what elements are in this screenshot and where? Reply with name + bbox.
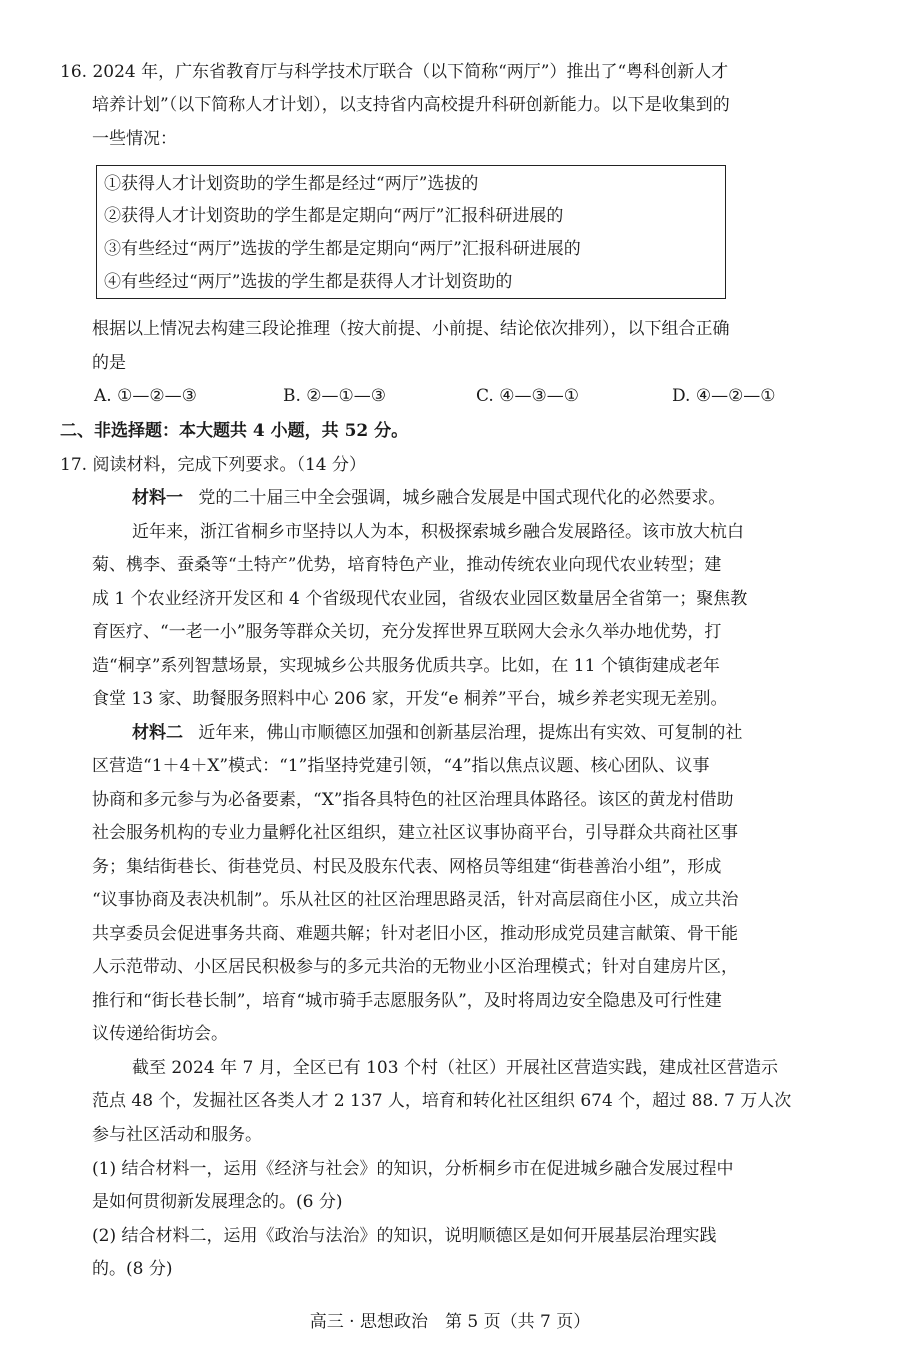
- material-2-line: “议事协商及表决机制”。乐从社区的社区治理思路灵活，针对高层商住小区，成立共治: [92, 890, 739, 910]
- material-2-line: 推行和“街长巷长制”，培育“城市骑手志愿服务队”，及时将周边安全隐患及可行性建: [92, 991, 722, 1011]
- q16-statement-3: ③有些经过“两厅”选拔的学生都是定期向“两厅”汇报科研进展的: [104, 239, 581, 259]
- material-2-stats-line: 参与社区活动和服务。: [92, 1125, 262, 1145]
- material-2-line: 共享委员会促进事务共商、难题共解；针对老旧小区，推动形成党员建言献策、骨干能: [92, 924, 738, 944]
- material-2-label: 材料二: [132, 723, 183, 743]
- material-1-label: 材料一: [132, 488, 183, 508]
- material-1-line: 成 1 个农业经济开发区和 4 个省级现代农业园，省级农业园区数量居全省第一；聚焦教: [92, 589, 748, 609]
- q16-option-d: D. ④—②—①: [672, 386, 776, 406]
- q16-question-line-1: 根据以上情况去构建三段论推理（按大前提、小前提、结论依次排列），以下组合正确: [92, 319, 730, 339]
- q16-statement-1: ①获得人才计划资助的学生都是经过“两厅”选拔的: [104, 174, 479, 194]
- material-1-line: 育医疗、“一老一小”服务等群众关切，充分发挥世界互联网大会永久举办地优势，打: [92, 622, 722, 642]
- material-2-line: 人示范带动、小区居民积极参与的多元共治的无物业小区治理模式；针对自建房片区，: [92, 957, 738, 977]
- section-2-heading: 二、非选择题：本大题共 4 小题，共 52 分。: [60, 421, 409, 441]
- material-1-first-text: 党的二十届三中全会强调，城乡融合发展是中国式现代化的必然要求。: [198, 488, 726, 508]
- q16-stem-line-1: 16. 2024 年，广东省教育厅与科学技术厅联合（以下简称“两厅”）推出了“粤科创新人才: [60, 62, 729, 82]
- material-2-line: 议传递给街坊会。: [92, 1024, 228, 1044]
- q16-statement-4: ④有些经过“两厅”选拔的学生都是获得人才计划资助的: [104, 272, 513, 292]
- material-1-line: 近年来，浙江省桐乡市坚持以人为本，积极探索城乡融合发展路径。该市放大杭白: [132, 522, 744, 542]
- material-2-stats-line: 截至 2024 年 7 月，全区已有 103 个村（社区）开展社区营造实践，建成社区营造示: [132, 1058, 778, 1078]
- q17-sub-question-1-line-2: 是如何贯彻新发展理念的。(6 分): [92, 1192, 343, 1212]
- material-2-line: 务；集结街巷长、街巷党员、村民及股东代表、网格员等组建“街巷善治小组”，形成: [92, 857, 722, 877]
- q17-intro: 17. 阅读材料，完成下列要求。（14 分）: [60, 455, 366, 475]
- q17-sub-question-2-line-1: (2) 结合材料二，运用《政治与法治》的知识，说明顺德区是如何开展基层治理实践: [92, 1226, 717, 1246]
- q16-statement-2: ②获得人才计划资助的学生都是定期向“两厅”汇报科研进展的: [104, 206, 564, 226]
- q16-option-b: B. ②—①—③: [283, 386, 387, 406]
- material-2-line: 协商和多元参与为必备要素，“X”指各具特色的社区治理具体路径。该区的黄龙村借助: [92, 790, 734, 810]
- q16-option-c: C. ④—③—①: [476, 386, 579, 406]
- material-1-line: 造“桐享”系列智慧场景，实现城乡公共服务优质共享。比如，在 11 个镇街建成老年: [92, 656, 720, 676]
- q17-sub-question-1-line-1: (1) 结合材料一，运用《经济与社会》的知识，分析桐乡市在促进城乡融合发展过程中: [92, 1159, 734, 1179]
- q16-option-a: A. ①—②—③: [94, 386, 197, 406]
- q16-stem-line-2: 培养计划”（以下简称人才计划），以支持省内高校提升科研创新能力。以下是收集到的: [92, 95, 730, 115]
- page-footer: 高三 · 思想政治 第 5 页（共 7 页）: [309, 1312, 591, 1332]
- q17-sub-question-2-line-2: 的。(8 分): [92, 1259, 173, 1279]
- q16-question-line-2: 的是: [92, 353, 126, 373]
- material-2-line: 区营造“1＋4＋X”模式：“1”指坚持党建引领，“4”指以焦点议题、核心团队、议事: [92, 756, 710, 776]
- material-2-stats-line: 范点 48 个，发掘社区各类人才 2 137 人，培育和转化社区组织 674 个，超过 88. 7 万人次: [92, 1091, 792, 1111]
- material-2-line: 社会服务机构的专业力量孵化社区组织，建立社区议事协商平台，引导群众共商社区事: [92, 823, 738, 843]
- q16-stem-line-3: 一些情况：: [92, 129, 177, 149]
- q17-material-2-first-line: [132, 721, 742, 745]
- material-1-line: 食堂 13 家、助餐服务照料中心 206 家，开发“e 桐养”平台，城乡养老实现无差别。: [92, 689, 728, 709]
- material-1-line: 菊、槜李、蚕桑等“土特产”优势，培育特色产业，推动传统农业向现代农业转型；建: [92, 555, 722, 575]
- q17-material-1-first-line: [132, 486, 725, 510]
- material-2-first-text: 近年来，佛山市顺德区加强和创新基层治理，提炼出有实效、可复制的社: [198, 723, 743, 743]
